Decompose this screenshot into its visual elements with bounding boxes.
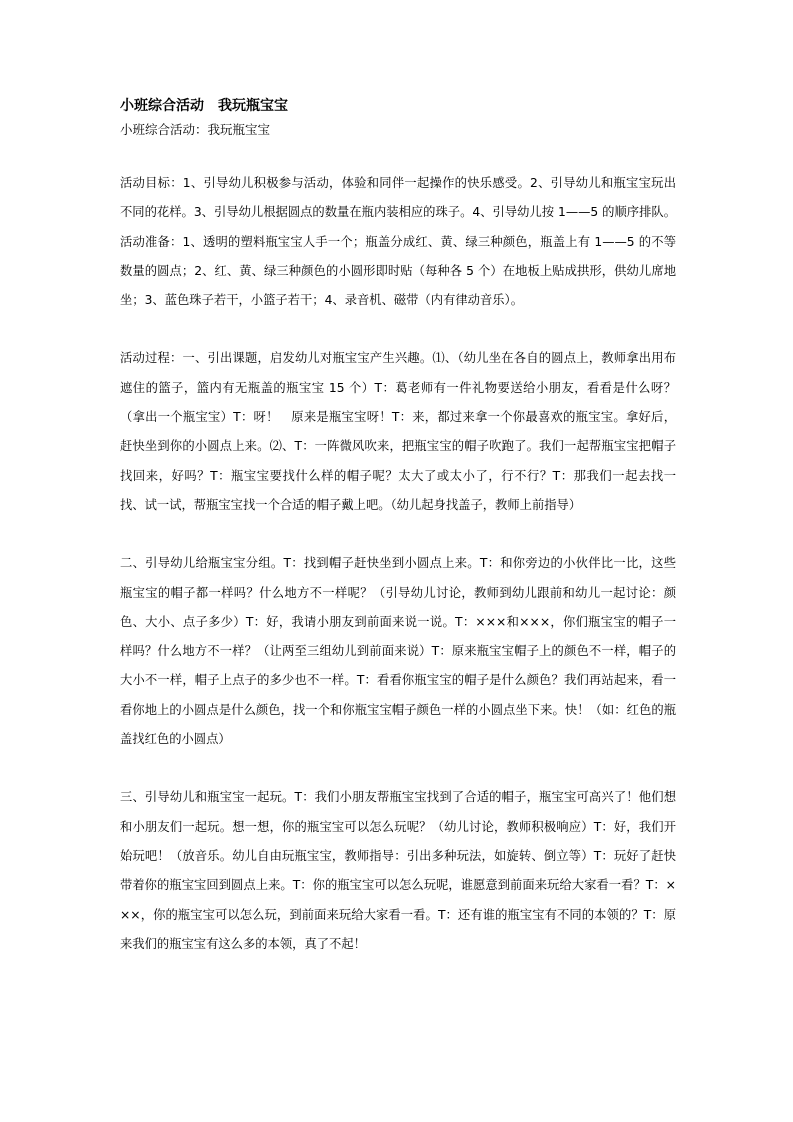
- document-subtitle: 小班综合活动：我玩瓶宝宝: [120, 122, 271, 137]
- paragraph-process-part-three: 三、引导幼儿和瓶宝宝一起玩。T：我们小朋友帮瓶宝宝找到了合适的帽子，瓶宝宝可高兴了！他们想和小朋友们一起玩。想一想，你的瓶宝宝可以怎么玩呢？（幼儿讨论，教师积极响应）T：好，我们开始玩吧！（放音乐。幼儿自由玩瓶宝宝，教师指导：引出多种玩法，如旋转、倒立等）T：玩好了赶快带着你的瓶宝宝回到圆点上来。T：你的瓶宝宝可以怎么玩呢，谁愿意到前面来玩给大家看一看？T：×××，你的瓶宝宝可以怎么玩，到前面来玩给大家看一看。T：还有谁的瓶宝宝有不同的本领的？T：原来我们的瓶宝宝有这么多的本领，真了不起！: [120, 790, 676, 951]
- document-title: 小班综合活动 我玩瓶宝宝: [120, 98, 288, 114]
- document-page: [120, 96, 676, 959]
- paragraph-process-part-two: 二、引导幼儿给瓶宝宝分组。T：找到帽子赶快坐到小圆点上来。T：和你旁边的小伙伴比一比，这些瓶宝宝的帽子都一样吗？什么地方不一样呢？（引导幼儿讨论，教师到幼儿跟前和幼儿一起讨论：颜色、大小、点子多少）T：好，我请小朋友到前面来说一说。T：×××和×××，你们瓶宝宝的帽子一样吗？什么地方不一样？（让两至三组幼儿到前面来说）T：原来瓶宝宝帽子上的颜色不一样，帽子的大小不一样，帽子上点子的多少也不一样。T：看看你瓶宝宝的帽子是什么颜色？我们再站起来，看一看你地上的小圆点是什么颜色，找一个和你瓶宝宝帽子颜色一样的小圆点坐下来。快！（如：红色的瓶盖找红色的小圆点）: [120, 556, 676, 747]
- paragraph-process-part-one: 活动过程：一、引出课题，启发幼儿对瓶宝宝产生兴趣。⑴、（幼儿坐在各自的圆点上，教师拿出用布遮住的篮子，篮内有无瓶盖的瓶宝宝 15 个）T：葛老师有一件礼物要送给小朋友，看看是什么呀？（拿出一个瓶宝宝）T：呀！ 原来是瓶宝宝呀！T：来，都过来拿一个你最喜欢的瓶宝宝。拿好后，赶快坐到你的小圆点上来。⑵、T：一阵微风吹来，把瓶宝宝的帽子吹跑了。我们一起帮瓶宝宝把帽子找回来，好吗？T：瓶宝宝要找什么样的帽子呢？太大了或太小了，行不行？T：那我们一起去找一找、试一试，帮瓶宝宝找一个合适的帽子戴上吧。（幼儿起身找盖子，教师上前指导）: [120, 351, 676, 512]
- paragraph-goals-preparation: 活动目标：1、引导幼儿积极参与活动，体验和同伴一起操作的快乐感受。2、引导幼儿和瓶宝宝玩出不同的花样。3、引导幼儿根据圆点的数量在瓶内装相应的珠子。4、引导幼儿按 1——5 的顺序排队。活动准备：1、透明的塑料瓶宝宝人手一个；瓶盖分成红、黄、绿三种颜色，瓶盖上有 1——5 的不等数量的圆点；2、红、黄、绿三种颜色的小圆形即时贴（每种各 5 个）在地板上贴成拱形，供幼儿席地坐；3、蓝色珠子若干，小篮子若干；4、录音机、磁带（内有律动音乐）。: [120, 176, 676, 308]
